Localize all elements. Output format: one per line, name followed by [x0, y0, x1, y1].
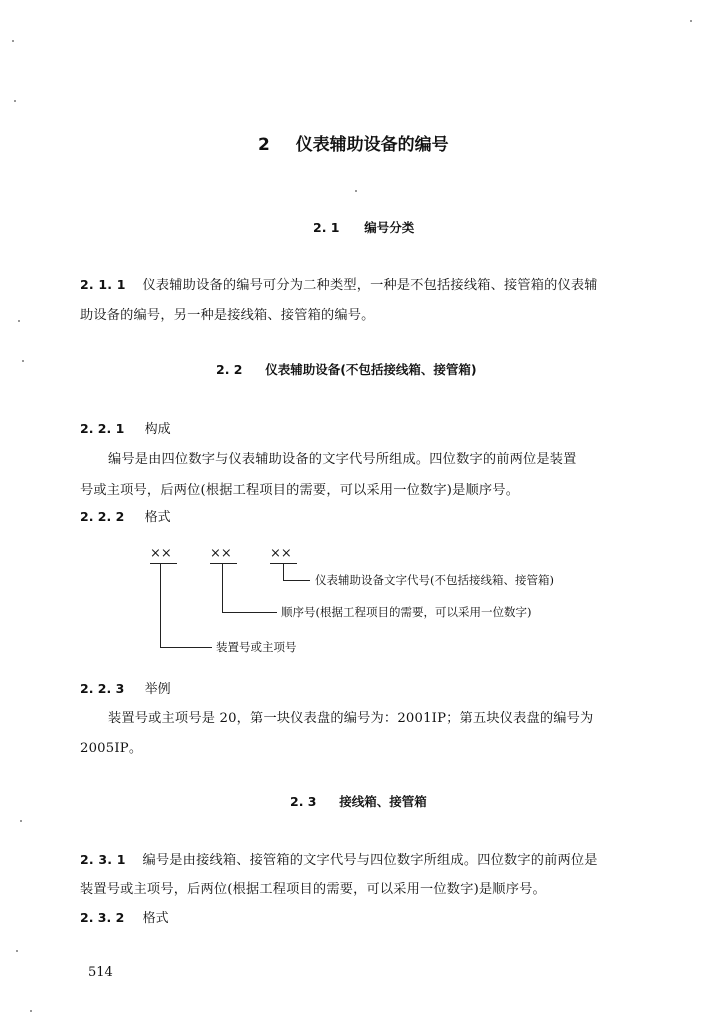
clause-2-2-3-heading — [80, 678, 171, 697]
section-2-3-heading — [290, 792, 427, 810]
paragraph-text: 编号是由接线箱、接管箱的文字代号与四位数字所组成。四位数字的前两位是 — [142, 853, 598, 868]
clause-number: 2. 3. 1 — [80, 852, 126, 867]
code-placeholder-2: ×× — [210, 546, 232, 561]
speck — [22, 360, 24, 362]
clause-2-2-1-heading — [80, 418, 171, 437]
section-2-1-heading — [313, 218, 414, 236]
chapter-number: 2 — [258, 135, 270, 155]
speck — [12, 40, 14, 42]
speck — [16, 950, 18, 952]
underline-2 — [210, 563, 237, 564]
section-title: 接线箱、接管箱 — [339, 794, 427, 809]
clause-title: 格式 — [144, 510, 171, 525]
speck — [18, 320, 20, 322]
chapter-title: 仪表辅助设备的编号 — [295, 135, 449, 155]
chapter-heading — [258, 130, 449, 155]
leader-2-horizontal — [222, 612, 277, 613]
paragraph-text: 仪表辅助设备的编号可分为二种类型，一种是不包括接线箱、接管箱的仪表辅 — [142, 278, 598, 293]
section-title: 编号分类 — [364, 220, 415, 235]
leader-1-vertical — [160, 563, 161, 648]
paragraph-2-3-1-line1 — [80, 849, 598, 868]
clause-number: 2. 2. 1 — [80, 421, 125, 436]
code-placeholder-1: ×× — [150, 546, 172, 561]
paragraph-2-1-1-line2: 助设备的编号，另一种是接线箱、接管箱的编号。 — [80, 308, 375, 323]
clause-title: 举例 — [144, 682, 171, 697]
label-sequence-number: 顺序号(根据工程项目的需要，可以采用一位数字) — [281, 605, 532, 619]
section-2-2-heading — [216, 360, 477, 378]
leader-2-vertical — [222, 563, 223, 613]
section-number: 2. 3 — [290, 794, 317, 809]
speck — [20, 820, 22, 822]
leader-1-horizontal — [160, 647, 212, 648]
clause-number: 2. 1. 1 — [80, 277, 126, 292]
underline-1 — [150, 563, 177, 564]
paragraph-2-2-1-line1: 编号是由四位数字与仪表辅助设备的文字代号所组成。四位数字的前两位是装置 — [108, 452, 577, 467]
code-placeholder-3: ×× — [270, 546, 292, 561]
paragraph-2-1-1-line1 — [80, 274, 598, 293]
clause-title: 构成 — [144, 422, 171, 437]
clause-number: 2. 2. 2 — [80, 509, 125, 524]
speck — [14, 100, 16, 102]
clause-2-2-2-heading — [80, 506, 171, 525]
clause-number: 2. 3. 2 — [80, 910, 125, 925]
section-title: 仪表辅助设备(不包括接线箱、接管箱) — [265, 362, 477, 377]
paragraph-2-2-1-line2: 号或主项号，后两位(根据工程项目的需要，可以采用一位数字)是顺序号。 — [80, 483, 520, 498]
section-number: 2. 2 — [216, 362, 243, 377]
speck — [690, 20, 692, 22]
clause-2-3-2-heading — [80, 907, 169, 926]
speck — [30, 1010, 32, 1012]
clause-number: 2. 2. 3 — [80, 681, 125, 696]
leader-3-horizontal — [283, 580, 310, 581]
label-text-code: 仪表辅助设备文字代号(不包括接线箱、接管箱) — [315, 573, 554, 587]
page-number: 514 — [88, 965, 113, 980]
leader-3-vertical — [283, 563, 284, 581]
speck — [355, 190, 357, 192]
paragraph-2-2-3-line1: 装置号或主项号是 20，第一块仪表盘的编号为：2001IP；第五块仪表盘的编号为 — [108, 711, 594, 726]
clause-title: 格式 — [142, 911, 169, 926]
section-number: 2. 1 — [313, 220, 340, 235]
paragraph-2-3-1-line2: 装置号或主项号，后两位(根据工程项目的需要，可以采用一位数字)是顺序号。 — [80, 882, 546, 897]
label-unit-number: 装置号或主项号 — [216, 640, 297, 654]
paragraph-2-2-3-line2: 2005IP。 — [80, 741, 143, 756]
